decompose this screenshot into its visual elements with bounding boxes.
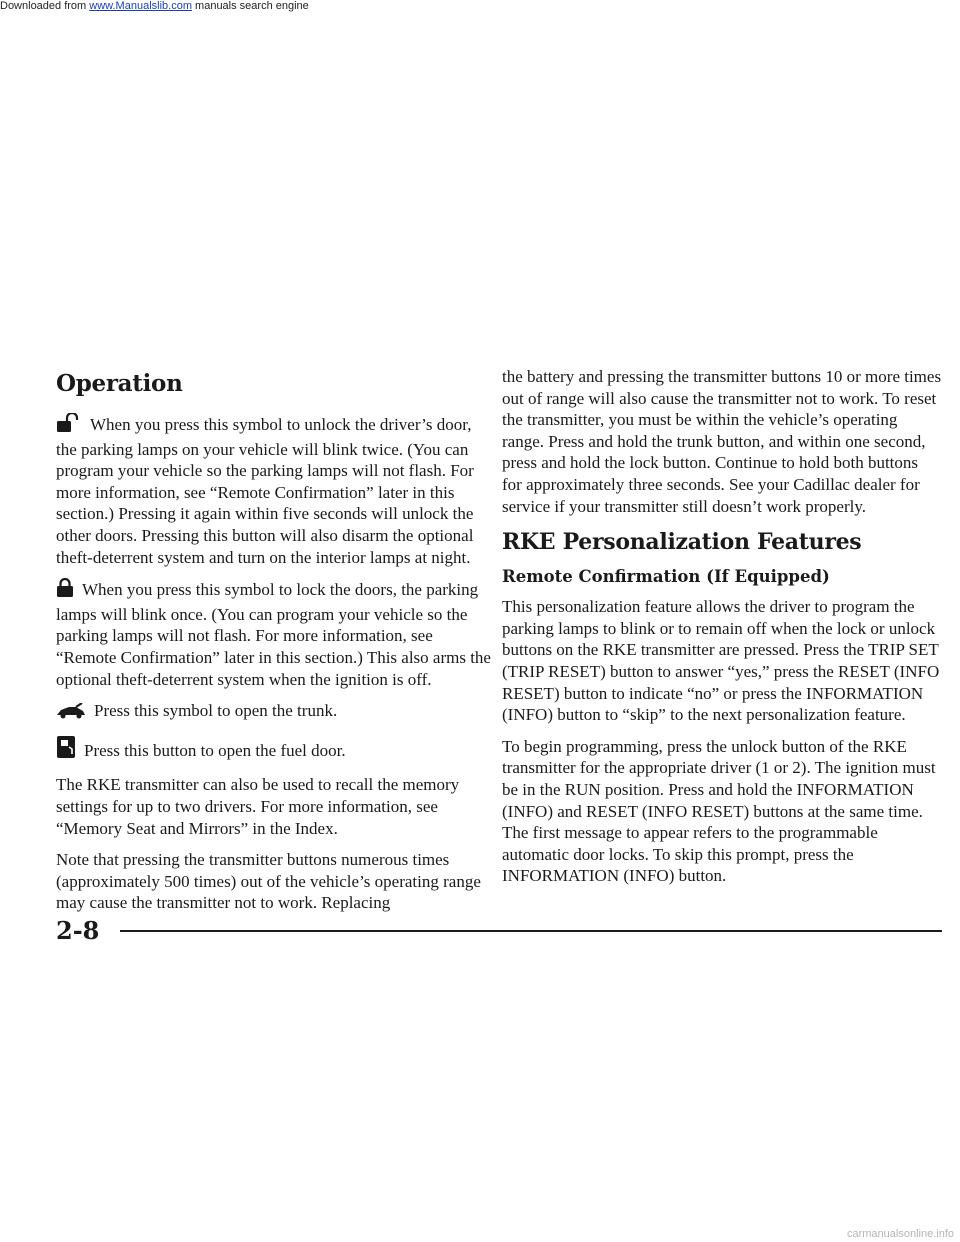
watermark-text: carmanualsonline.info — [846, 1228, 954, 1240]
trunk-paragraph — [56, 700, 494, 725]
reset-paragraph: the battery and pressing the transmitter buttons 10 or more times out of range will also cause the transmitter not to work. To reset the transmitter, you must be within the vehicle’s operating range. Press and hold the trunk button, and within one second, press and hold the lock button. Continue to hold both buttons for approximately three seconds. See your Cadillac dealer for service if your transmitter still doesn’t work properly. — [502, 367, 942, 516]
lock-paragraph — [56, 578, 494, 690]
fuel-text: Press this button to open the fuel door. — [84, 740, 346, 760]
left-column — [56, 370, 494, 924]
manualslib-link[interactable]: www.Manualslib.com — [89, 0, 192, 12]
lock-text: When you press this symbol to lock the doors, the parking lamps will blink once. (You can program your vehicle so the parking lamps will not flash. For more information, see “Remote Confirmation” later in this section.) This also arms the optional theft-deterrent system when the ignition is off. — [56, 580, 491, 689]
footer-rule — [120, 930, 942, 932]
lock-icon — [56, 578, 74, 604]
download-banner — [0, 0, 309, 12]
fuel-paragraph — [56, 735, 494, 765]
unlock-paragraph — [56, 413, 494, 568]
trunk-icon — [56, 703, 86, 725]
unlock-text: When you press this symbol to unlock the driver’s door, the parking lamps on your vehicle will blink twice. (You can program your vehicle so the parking lamps will not flash. For more information, see “Remote Confirmation” later in this section.) Pressing it again within five seconds will unlock the other doors. Pressing this button will also disarm the optional theft-deterrent system and turn on the interior lamps at night. — [56, 415, 474, 567]
fuel-door-icon — [56, 735, 76, 765]
unlock-icon — [56, 413, 82, 439]
operation-heading: Operation — [56, 370, 183, 397]
note-paragraph: Note that pressing the transmitter buttons numerous times (approximately 500 times) out of the vehicle’s operating range may cause the transmitter not to work. Replacing — [56, 850, 481, 913]
page-number: 2-8 — [56, 916, 100, 945]
banner-prefix: Downloaded from — [0, 0, 90, 12]
memory-paragraph: The RKE transmitter can also be used to recall the memory settings for up to two drivers. For more information, see “Memory Seat and Mirrors” in the Index. — [56, 775, 460, 838]
programming-paragraph: To begin programming, press the unlock button of the RKE transmitter for the appropriate driver (1 or 2). The ignition must be in the RUN position. Press and hold the INFORMATION (INFO) and RESET (INFO RESET) buttons at the same time. The first message to appear refers to the programmable automatic door locks. To skip this prompt, press the INFORMATION (INFO) button. — [502, 736, 936, 886]
right-column — [502, 366, 942, 897]
rke-personalization-heading: RKE Personalization Features — [502, 529, 862, 556]
banner-suffix: manuals search engine — [191, 0, 309, 12]
remote-confirmation-paragraph: This personalization feature allows the driver to program the parking lamps to blink or to remain off when the lock or unlock buttons on the RKE transmitter are pressed. Press the TRIP SET (TRIP RESET) button to answer “yes,” press the RESET (INFO RESET) button to indicate “no” or press the INFORMATION (INFO) button to “skip” to the next personalization feature. — [502, 597, 940, 725]
trunk-text: Press this symbol to open the trunk. — [94, 701, 338, 721]
remote-confirmation-subheading: Remote Confirmation (If Equipped) — [502, 567, 830, 587]
